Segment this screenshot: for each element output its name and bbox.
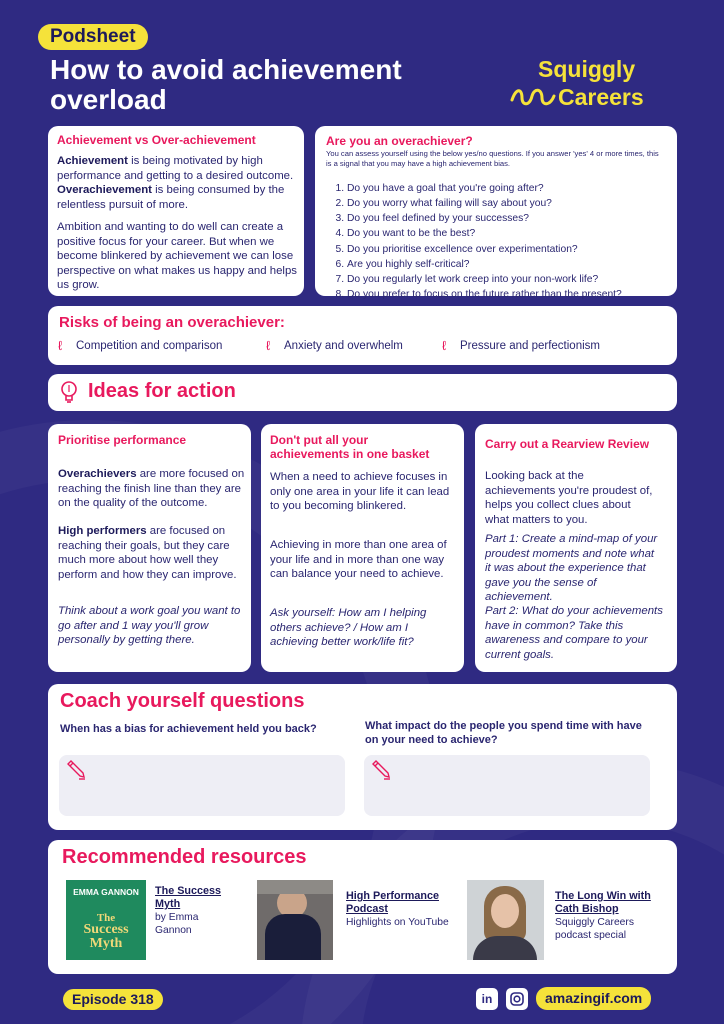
- idea-card-prompt: Think about a work goal you want to go after and 1 way you'll grow personally by getting there.: [58, 605, 241, 647]
- squiggle-bullet-icon: ℓ: [266, 338, 271, 353]
- risks-title: Risks of being an overachiever:: [59, 314, 285, 331]
- rearview-part-1: Part 1: Create a mind-map of your proudest moments and note what it was about the experience that gave you the sense of achievement.: [485, 533, 658, 604]
- achievement-card: [48, 126, 304, 296]
- idea-card-title-line-2: achievements in one basket: [270, 447, 430, 462]
- idea-card-one-basket: [261, 424, 464, 672]
- risk-item-label: Anxiety and overwhelm: [284, 339, 403, 352]
- overachiever-card-title: Are you an overachiever?: [326, 134, 473, 148]
- resources-title: Recommended resources: [62, 846, 307, 868]
- ideas-header-card: [48, 374, 677, 411]
- question-item: 1. Do you have a goal that you're going after?: [347, 181, 673, 196]
- lightbulb-icon: [60, 380, 78, 404]
- website-link[interactable]: amazingif.com: [536, 987, 651, 1010]
- question-item: 8. Do you prefer to focus on the future rather than the present?: [347, 287, 673, 302]
- book-author: EMMA GANNON: [73, 887, 139, 897]
- overachievement-term: Overachievement: [57, 184, 152, 197]
- resource-item[interactable]: [155, 885, 237, 938]
- squiggle-bullet-icon: ℓ: [442, 338, 447, 353]
- idea-card-prompt: Ask yourself: How am I helping others achieve? / How am I achieving better work/life fit?: [270, 607, 427, 649]
- coach-title: Coach yourself questions: [60, 690, 305, 712]
- overachiever-questions: [323, 181, 673, 302]
- one-basket-paragraph-2: Achieving in more than one area of your life and in more than one way can balance your need to achieve.: [270, 539, 447, 581]
- high-performers-text: are focused on reaching their goals, but they care much more about how well they perform and how they can improve.: [58, 525, 237, 581]
- photo-shoulders: [473, 936, 537, 960]
- high-performers-paragraph: [58, 524, 246, 582]
- ideas-title: Ideas for action: [88, 380, 236, 402]
- squiggle-icon: [510, 84, 560, 110]
- success-myth-book-cover[interactable]: [66, 880, 146, 960]
- book-title-word: The: [96, 912, 116, 924]
- page-title-line-2: overload: [50, 84, 167, 115]
- risk-item-label: Competition and comparison: [76, 339, 223, 352]
- resource-title[interactable]: The Long Win with Cath Bishop: [555, 890, 651, 915]
- instagram-glyph: [510, 992, 524, 1006]
- achievement-definition-text: is being motivated by high performance and getting to a desired outcome.: [57, 155, 294, 182]
- overachievers-term: Overachievers: [58, 468, 137, 480]
- high-performers-term: High performers: [58, 525, 147, 537]
- pencil-icon: [370, 759, 392, 781]
- coach-question-1: When has a bias for achievement held you back?: [60, 723, 317, 735]
- question-item: 7. Do you regularly let work creep into your non-work life?: [347, 272, 673, 287]
- risk-item-label: Pressure and perfectionism: [460, 339, 600, 352]
- book-title-word: Myth: [89, 935, 123, 951]
- idea-card-title-line-1: Don't put all your: [270, 433, 369, 447]
- answer-box-2[interactable]: [364, 755, 650, 816]
- resource-item[interactable]: [346, 890, 456, 929]
- idea-card-title: [270, 433, 429, 462]
- resource-subtitle: Squiggly Careers podcast special: [555, 916, 634, 942]
- resource-title[interactable]: High Performance Podcast: [346, 890, 439, 915]
- book-title-word: Success: [83, 922, 129, 938]
- rearview-paragraph: Looking back at the achievements you're proudest of, helps you collect clues about what matters to you.: [485, 470, 653, 526]
- question-item: 5. Do you prioritise excellence over experimentation?: [347, 242, 673, 257]
- idea-card-title: Prioritise performance: [58, 433, 187, 447]
- resources-card: [48, 840, 677, 974]
- coach-card: [48, 684, 677, 830]
- overachievers-text: are more focused on reaching the finish line than they are on the quality of the outcome.: [58, 468, 245, 510]
- pencil-icon: [65, 759, 87, 781]
- resource-subtitle: Highlights on YouTube: [346, 916, 449, 928]
- squiggly-careers-logo: [508, 56, 688, 114]
- episode-badge: Episode 318: [63, 989, 163, 1010]
- squiggle-bullet-icon: ℓ: [58, 338, 63, 353]
- ambition-paragraph: Ambition and wanting to do well can create a positive focus for your career. But when we become blinkered by achievement we can lose perspective on what makes us happy and helps us grow.: [57, 221, 297, 292]
- question-item: 4. Do you want to be the best?: [347, 226, 673, 241]
- achievement-term: Achievement: [57, 155, 128, 167]
- achievement-card-title: Achievement vs Over-achievement: [57, 133, 256, 147]
- overachiever-intro: You can assess yourself using the below yes/no questions. If you answer 'yes' 4 or more times, this is a signal that you may have a high achievement bias.: [326, 149, 659, 168]
- high-performance-podcast-image[interactable]: [257, 880, 333, 960]
- coach-question-2: What impact do the people you spend time with have on your need to achieve?: [365, 720, 642, 747]
- book-cover-title: [70, 913, 142, 950]
- resource-title[interactable]: The Success Myth: [155, 885, 222, 910]
- podcast-image-detail: [257, 880, 333, 894]
- podcast-image-figure: [265, 914, 321, 960]
- resource-subtitle: by Emma Gannon: [155, 911, 199, 937]
- idea-card-title: Carry out a Rearview Review: [485, 437, 650, 451]
- logo-text-line-1: Squiggly: [538, 56, 636, 82]
- one-basket-paragraph-1: When a need to achieve focuses in only one area in your life it can lead to you becoming blinkered.: [270, 471, 450, 513]
- page-title: [50, 55, 402, 115]
- answer-box-1[interactable]: [59, 755, 345, 816]
- podsheet-tag: Podsheet: [38, 24, 148, 50]
- linkedin-icon[interactable]: in: [476, 988, 498, 1010]
- achievement-definition: [57, 154, 297, 212]
- resource-item[interactable]: [555, 890, 670, 943]
- idea-card-rearview-review: [475, 424, 677, 672]
- cath-bishop-photo[interactable]: [467, 880, 544, 960]
- photo-face: [491, 894, 519, 928]
- overachievement-definition-text: is being consumed by the relentless pursuit of more.: [57, 184, 285, 211]
- risks-card: [48, 306, 677, 365]
- risk-item: [58, 338, 222, 353]
- rearview-part-2: Part 2: What do your achievements have in common? Take this awareness and compare to your current goals.: [485, 605, 663, 661]
- page-title-line-1: How to avoid achievement: [50, 54, 402, 85]
- overachievers-paragraph: [58, 467, 246, 511]
- idea-card-prioritise-performance: [48, 424, 251, 672]
- question-item: 6. Are you highly self-critical?: [347, 257, 673, 272]
- overachiever-card: [315, 126, 677, 300]
- risk-item: [266, 338, 403, 353]
- risk-item: [442, 338, 600, 353]
- instagram-icon[interactable]: [506, 988, 528, 1010]
- logo-text-line-2: Careers: [558, 84, 644, 110]
- question-item: 2. Do you worry what failing will say about you?: [347, 196, 673, 211]
- question-item: 3. Do you feel defined by your successes?: [347, 211, 673, 226]
